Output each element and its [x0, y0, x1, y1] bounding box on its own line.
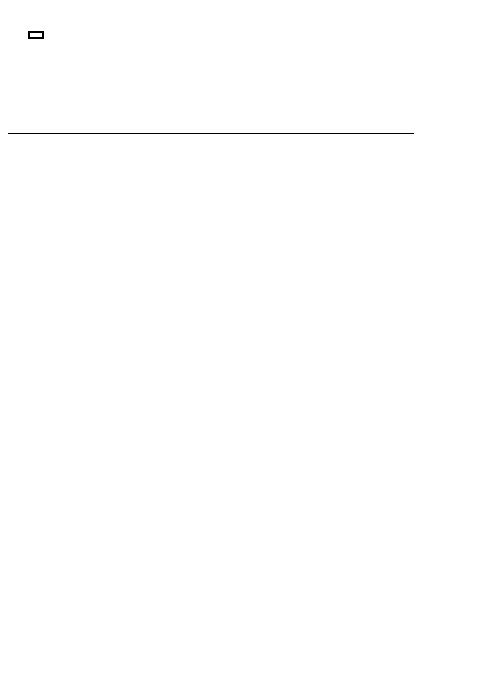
- page-header: [0, 1, 10, 13]
- particle-name-box: [28, 31, 44, 39]
- table-header-rule: [8, 133, 414, 134]
